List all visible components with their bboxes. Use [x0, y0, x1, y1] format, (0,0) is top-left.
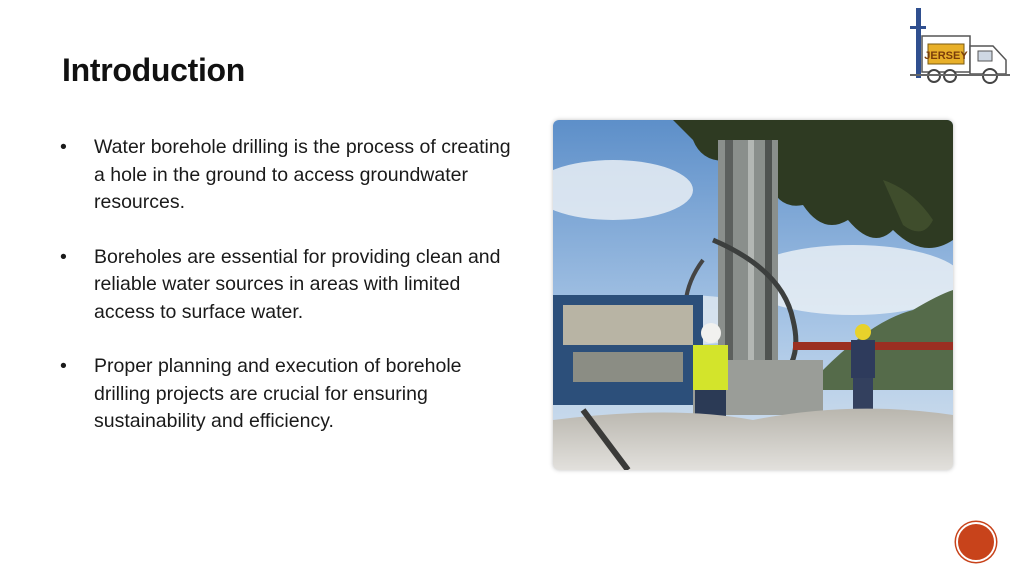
bullet-marker: •	[60, 136, 67, 158]
bullet-text: Proper planning and execution of borehole drilling projects are crucial for ensuring sustainability and efficiency.	[94, 355, 462, 432]
slide-title: Introduction	[62, 52, 246, 88]
drilling-rig-photo	[553, 120, 953, 470]
bullet-item	[56, 244, 516, 327]
bullet-marker: •	[60, 355, 67, 377]
drilling-truck-logo-icon	[908, 6, 1012, 86]
bullet-text: Water borehole drilling is the process of creating a hole in the ground to access groundwater resources.	[94, 136, 511, 213]
bullet-marker: •	[60, 245, 67, 268]
bullet-item	[56, 353, 516, 436]
bullet-item	[56, 134, 516, 217]
bullet-text: Boreholes are essential for providing clean and reliable water sources in areas with limited access to surface water.	[94, 245, 501, 323]
next-slide-icon[interactable]	[956, 522, 996, 562]
svg-text:JERSEY: JERSEY	[924, 50, 968, 62]
bullet-list	[56, 134, 516, 463]
